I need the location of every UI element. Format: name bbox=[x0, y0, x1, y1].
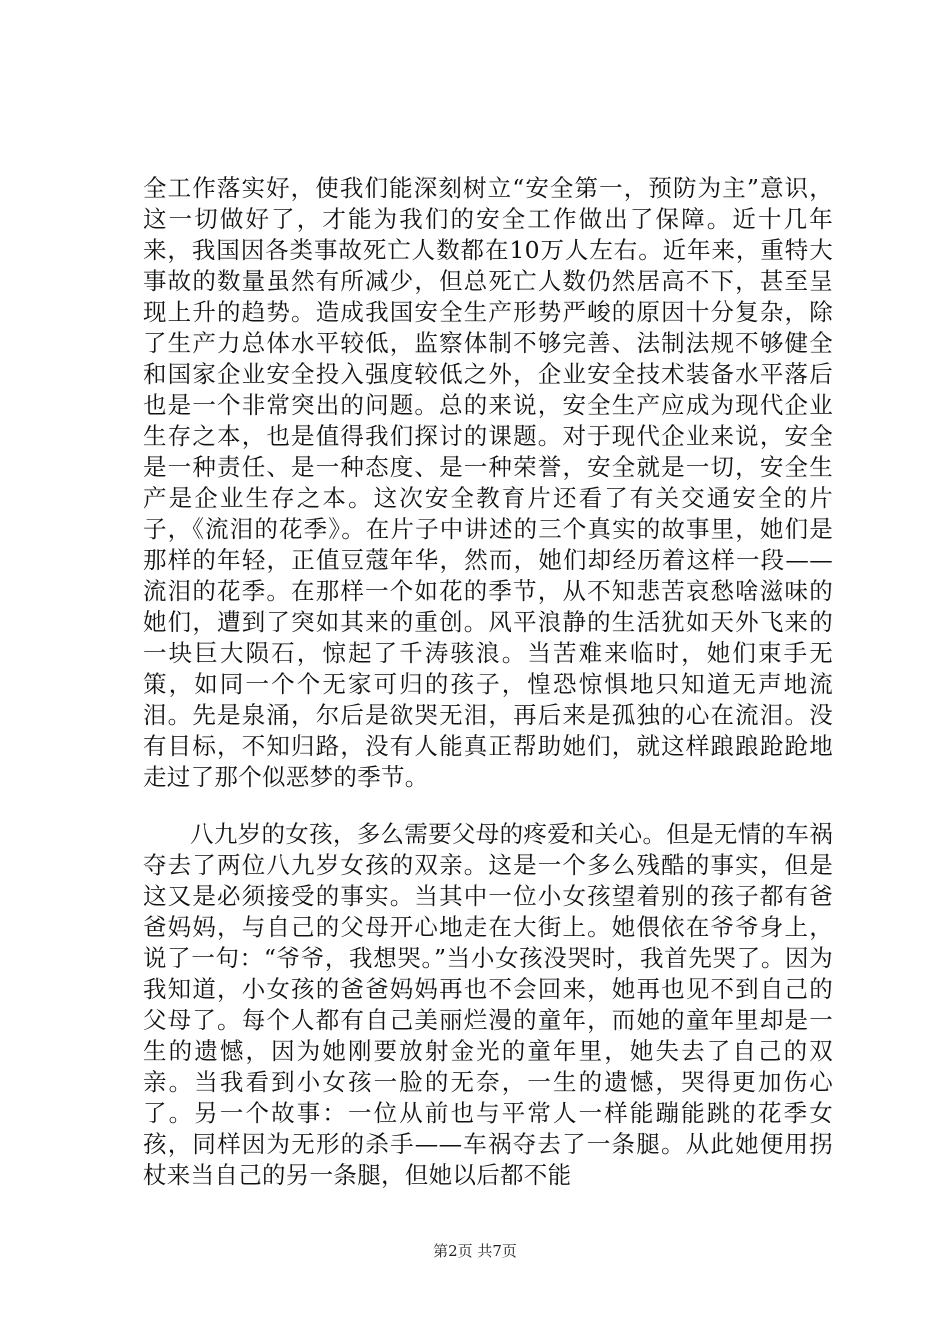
body-paragraph-1: 全工作落实好，使我们能深刻树立“安全第一，预防为主”意识，这一切做好了，才能为我们的安全工作做出了保障。近十几年来，我国因各类事故死亡人数都在10万人左右。近年来，重特大事故的数量虽然有所减少，但总死亡人数仍然居高不下，甚至呈现上升的趋势。造成我国安全生产形势严峻的原因十分复杂，除了生产力总体水平较低，监察体制不够完善、法制法规不够健全和国家企业安全投入强度较低之外，企业安全技术装备水平落后也是一个非常突出的问题。总的来说，安全生产应成为现代企业生存之本，也是值得我们探讨的课题。对于现代企业来说，安全是一种责任、是一种态度、是一种荣誉，安全就是一切，安全生产是企业生存之本。这次安全教育片还看了有关交通安全的片子，《流泪的花季》。在片子中讲述的三个真实的故事里，她们是那样的年轻，正值豆蔻年华，然而，她们却经历着这样一段——流泪的花季。在那样一个如花的季节，从不知悲苦哀愁啥滋味的她们，遭到了突如其来的重创。风平浪静的生活犹如天外飞来的一块巨大陨石，惊起了千涛骇浪。当苦难来临时，她们束手无策，如同一个个无家可归的孩子，惶恐惊惧地只知道无声地流泪。先是泉涌，尔后是欲哭无泪，再后来是孤独的心在流泪。没有目标，不知归路，没有人能真正帮助她们，就这样踉踉跄跄地走过了那个似恶梦的季节。 bbox=[143, 174, 833, 791]
page-number-footer: 第2页 共7页 bbox=[433, 1242, 517, 1260]
body-paragraph-2: 八九岁的女孩，多么需要父母的疼爱和关心。但是无情的车祸夺去了两位八九岁女孩的双亲。这是一个多么残酷的事实，但是这又是必须接受的事实。当其中一位小女孩望着别的孩子都有爸爸妈妈，与自己的父母开心地走在大街上。她偎依在爷爷身上，说了一句：“爷爷，我想哭。”当小女孩没哭时，我首先哭了。因为我知道，小女孩的爸爸妈妈再也不会回来，她再也见不到自己的父母了。每个人都有自己美丽烂漫的童年，而她的童年里却是一生的遗憾，因为她刚要放射金光的童年里，她失去了自己的双亲。当我看到小女孩一脸的无奈，一生的遗憾，哭得更加伤心了。另一个故事：一位从前也与平常人一样能蹦能跳的花季女孩，同样因为无形的杀手——车祸夺去了一条腿。从此她便用拐杖来当自己的另一条腿，但她以后都不能 bbox=[143, 820, 833, 1189]
